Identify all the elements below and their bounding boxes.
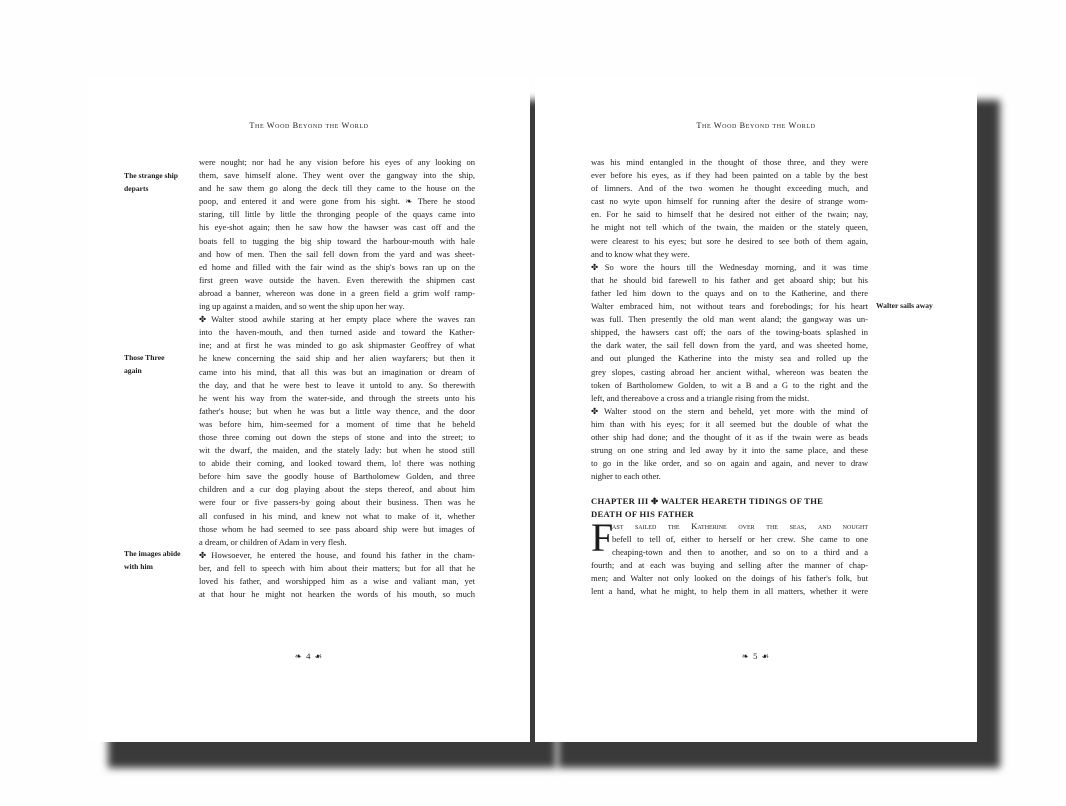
folio-right: ❧ 5 ☙ [741,651,771,661]
text-line: cheaping-town and then to another, and so on to a third and a [612,547,868,558]
text-line: children and a cur dog playing about the steps thereof, and about him [199,484,475,495]
text-line: ✤ Walter stood awhile staring at her empty place where the waves ran [199,314,475,325]
folio-left: ❧ 4 ☙ [294,651,324,661]
text-line: were clearest to his eyes; but sore he desired to see both of them again, [591,235,868,246]
right-body-text [591,156,868,483]
text-line: came into his mind, that all this was but an imagination or dream of [199,366,475,377]
text-line: father's house; but when he was but a little way thence, and the door [199,405,475,416]
text-line: left, and thereabove a cross and a triangle rising from the midst. [591,392,810,403]
left-body-text [199,156,475,601]
chapter-body-text [591,515,868,599]
text-line: and he saw them go along the deck till they came to the house on the [199,183,475,194]
text-line: into the haven-mouth, and then turned aside and toward the Kather- [199,327,475,338]
text-line: ing up against a maiden, and so went the ship upon her way. [199,301,405,312]
running-head-left: The Wood Beyond the World [249,121,369,130]
sidenote-those-three [124,351,180,377]
drop-cap: F [591,515,614,560]
text-line: to go in the like order, and so on again and again, and never to draw [591,458,868,469]
text-line: that he should bid farewell to his father and get aboard ship; but his [591,274,868,285]
chapter-title-line-2: DEATH OF HIS FATHER [591,509,695,519]
text-line: nigher to each other. [591,471,661,482]
text-line: his eye-shot again; then he saw how the hawser was cast off and the [199,222,475,233]
text-line: a dream, or children of Adam in very flesh. [199,536,347,547]
right-page [535,78,977,742]
text-line: token of Bartholomew Golden, to wit a B and a G to the right and the [591,379,868,390]
text-line: men; and Walter not only looked on the doings of his father's folk, but [591,573,868,584]
sidenote-text: The images abide with him [124,549,181,571]
text-line: father led him down to the quays and on to the Katherine, and there [591,287,868,298]
text-line: ed home and filled with the fair wind as the ship's bows ran up on the [199,261,475,272]
sidenote-text: Those Three again [124,353,165,375]
text-line: at that hour he might not hearken the words of his mouth, so much [199,589,475,600]
text-line: ine; and at first he was minded to go ask shipmaster Geoffrey of what [199,340,475,351]
chapter-title-line-1: CHAPTER III ✤ WALTER HEARETH TIDINGS OF THE [591,496,824,506]
text-line: the dark water, the sail fell down from the yard, and was sheeted home, [591,340,868,351]
text-line: lent a hand, what he might, to help them in all matters, whether it were [591,586,868,597]
text-line: first green wave outside the haven. Even therewith the shipmen cast [199,274,475,285]
running-head-right: The Wood Beyond the World [696,121,816,130]
text-line: poop, and entered it and were gone from his sight. ❧ There he stood [199,196,475,207]
text-line: en. For he said to himself that he desired not either of the twain; nay, [591,209,868,220]
text-line: strung on one string and led away by it into the same place, and these [591,445,868,456]
text-line: he went his way from the water-side, and through the streets unto his [199,392,475,403]
sidenote-images-abide [124,547,190,573]
text-line: ✤ Howsoever, he entered the house, and found his father in the cham- [199,549,475,560]
text-line: loved his father, and worshipped him as a wise and valiant man, yet [199,576,475,586]
text-line: ✤ Walter stood on the stern and beheld, yet more with the mind of [591,405,868,416]
left-page [88,78,530,742]
text-line: other ship had done; and the thought of it as if the twain were as beads [591,431,868,442]
text-line: them, save himself alone. They went over the gangway into the ship, [199,170,475,181]
text-line: cast no wyte upon himself for running after the desire of strange wom- [591,196,868,207]
text-line: grey slopes, casting abroad her ancient withal, whereon was beaten the [591,366,868,377]
text-line: those three coming out down the steps of stone and into the street; to [199,431,475,442]
text-line: all confused in his mind, and knew not what to make of it, whether [199,510,475,521]
text-line: him than with his eyes; for it all seemed but the double of what the [591,418,868,429]
text-line: was before him, him-seemed for a moment of time that he beheld [199,418,475,429]
chapter-title [591,495,871,521]
text-line: fourth; and at each was buying and selling after the manner of chap- [591,560,868,571]
text-line: and to know what they were. [591,248,690,259]
text-line: Walter embraced him, not without tears and forebodings; for his heart [591,301,868,312]
text-line: ✤ So wore the hours till the Wednesday morning, and it was time [591,261,868,272]
text-line: ever before his eyes, as if they had been painted on a table by the best [591,170,868,181]
text-line: he knew concerning the said ship and her alien wayfarers; but then it [199,353,475,364]
text-line: and out plunged the Katherine into the misty sea and rolled up the [591,353,868,364]
text-line: and how of men. Then the sail fell down from the yard and was sheet- [199,248,475,259]
text-line: staring, till little by little the thronging people of the quays came into [199,209,475,220]
text-line: were nought; nor had he any vision before his eyes of any looking on [199,157,475,167]
text-line: he might not tell which of the twain, the maiden or the stately queen, [591,222,868,233]
text-line: of limners. And of the two women he thought exceeding much, and [591,183,868,194]
text-line: ast sailed the Katherine over the seas, and nought [612,521,868,531]
text-line: before him save the goodly house of Bartholomew Golden, and three [199,471,475,482]
text-line: befell to tell of, either to herself or her crew. She came to one [612,534,868,545]
text-line: shipped, the hawsers cast off; the oars of the towing-boats splashed in [591,327,868,338]
text-line: were four or five passers-by going about their business. Then was he [199,497,475,508]
text-line: was full. Then presently the old man went aland; the gangway was un- [591,314,868,325]
text-line: those whom he had seemed to see pass aboard ship were but images of [199,523,475,534]
text-line: was his mind entangled in the thought of those three, and they were [591,157,868,167]
text-line: boats fell to tugging the big ship toward the harbour-mouth with hale [199,235,475,246]
sidenote-walter-sails: Walter sails away [876,301,933,310]
sidenote-text: The strange ship departs [124,171,179,193]
text-line: to abide their coming, and looked toward them, lo! there was nothing [199,458,475,469]
text-line: wit the dwarf, the maiden, and the stately lady: but when he stood still [199,445,475,456]
text-line: ber, and fell to speech with him about their matters; but for all that he [199,562,475,573]
sidenote-strange-ship [124,169,190,195]
text-line: the day, and that he were best to leave it untold to any. So therewith [199,379,475,390]
text-line: abroad a banner, whereon was done in a green field a grim wolf ramp- [199,287,475,298]
